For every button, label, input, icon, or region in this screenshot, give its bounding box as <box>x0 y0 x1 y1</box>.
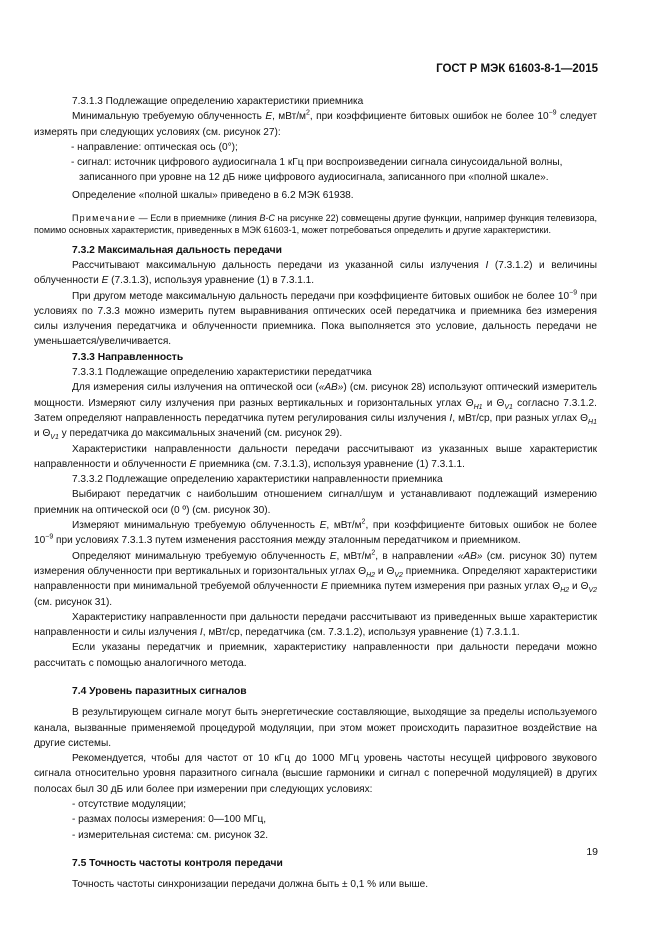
paragraph: Для измерения силы излучения на оптической оси («AB») (см. рисунок 28) используют оптический измеритель мощности. Измеряют силу излучения при разных вертикальных и горизонтальных углах $\Theta_{H1}$ и $\Theta_{V1}$ согласно 7.3.1.2. Затем определяют направленность передатчика путем регулирования силы излучения I, мВт/ср, при разных углах $\Theta_{H1}$ и $\Theta_{V1}$ у передатчика до максимальных значений (см. рисунок 29). <box>34 382 597 442</box>
paragraph: Характеристику направленности при дальности передачи рассчитывают из приведенных выше характеристик направленности и силы излучения I, мВт/ср, передатчика (см. 7.3.1.2), используя уравнение (1) 7.3.1.1. <box>34 611 597 639</box>
paragraph: Рассчитывают максимальную дальность передачи из указанной силы излучения I (7.3.1.2) и величины облученности E (7.3.1.3), используя уравнение (1) в 7.3.1.1. <box>34 259 597 287</box>
list-item: - отсутствие модуляции; <box>72 799 187 811</box>
paragraph: Измеряют минимальную требуемую облученность E, мВт/$м^2$, при коэффициенте битовых ошибок не более $10^{-9}$ при условиях 7.3.1.3 путем изменения расстояния между эталонным передатчиком и приемником. <box>34 518 598 547</box>
document-header: ГОСТ Р МЭК 61603-8-1—2015 <box>436 63 598 75</box>
paragraph: Точность частоты синхронизации передачи должна быть ± 0,1 % или выше. <box>72 879 429 891</box>
heading-7-3-3: 7.3.3 Направленность <box>72 351 184 363</box>
paragraph: При другом методе максимальную дальность передачи при коэффициенте битовых ошибок не более $10^{-9}$ при условиях по 7.3.3 можно измерить путем выравнивания оптических осей передатчика и приемника без измерения силы излучения передатчика и облученности приемника. Пока выполняется это условие, дальность передачи не уменьшается/увеличивается. <box>34 289 597 348</box>
note: Примечание — Если в приемнике (линия B-C на рисунке 22) совмещены другие функции, например функция телевизора, помимо основных характеристик, приведенных в МЭК 61603-1, может потребоваться определить и другие характеристики. <box>34 213 597 236</box>
page-number: 19 <box>586 846 598 858</box>
page-body <box>34 94 597 893</box>
paragraph: Характеристики направленности дальности передачи рассчитывают из указанных выше характеристик направленности и облученности E приемника (см. 7.3.1.3), используя уравнение (1) 7.3.1.1. <box>34 443 597 470</box>
heading-7-3-2: 7.3.2 Максимальная дальность передачи <box>72 244 282 256</box>
paragraph: Определяют минимальную требуемую облученность E, мВт/$м^2$, в направлении «AB» (см. рисунок 30) путем измерения облученности при вертикальных и горизонтальных углах $\Theta_{H2}$ и $\Theta_{V2}$ приемника. Определяют характеристики направленности при минимальной требуемой облученности E приемника путем измерения при разных углах $\Theta_{H2}$ и $\Theta_{V2}$ (см. рисунок 31). <box>34 549 598 608</box>
paragraph: В результирующем сигнале могут быть энергетические составляющие, выходящие за пределы используемого канала, вызванные применяемой процедурой модуляции, при этом может происходить паразитное воздействие на другие системы. <box>34 707 597 749</box>
clause-7-3-1-3: 7.3.1.3 Подлежащие определению характеристики приемника <box>72 96 364 107</box>
list-item: - размах полосы измерения: 0—100 МГц, <box>72 814 267 826</box>
paragraph: Рекомендуется, чтобы для частот от 10 кГц до 1000 МГц уровень частоты несущей цифрового звукового сигнала относительно уровня паразитного сигнала (высшие гармоники и сигнал с поперечной модуляцией) в других полосах был 30 дБ или более при измерении при следующих условиях: <box>34 753 597 795</box>
clause-7-3-3-2: 7.3.3.2 Подлежащие определению характеристики направленности приемника <box>72 474 443 486</box>
paragraph: Минимальную требуемую облученность E, мВт/$м^2$, при коэффициенте битовых ошибок не более $10^{-9}$ следует измерять при следующих условиях (см. рисунок 27): <box>34 109 598 138</box>
clause-7-3-3-1: 7.3.3.1 Подлежащие определению характеристики передатчика <box>72 367 372 379</box>
list-item: - измерительная система: см. рисунок 32. <box>72 829 269 841</box>
list-item: - направление: оптическая ось (0°); <box>71 141 238 153</box>
paragraph: Если указаны передатчик и приемник, характеристику направленности при дальности передачи можно рассчитать с помощью аналогичного метода. <box>34 642 597 669</box>
paragraph: Определение «полной шкалы» приведено в 6.2 МЭК 61938. <box>72 189 354 201</box>
heading-7-5: 7.5 Точность частоты контроля передачи <box>72 857 283 869</box>
paragraph: Выбирают передатчик с наибольшим отношением сигнал/шум и устанавливают подлежащий измерению приемник на оптической оси (0 º) (см. рисунок 30). <box>34 489 597 516</box>
heading-7-4: 7.4 Уровень паразитных сигналов <box>72 685 247 697</box>
list-item: - сигнал: источник цифрового аудиосигнала 1 кГц при воспроизведении сигнала синусоидальной волны, записанного при уровне на 12 дБ ниже цифрового аудиосигнала, записанного при «полной шкале». <box>71 157 563 184</box>
